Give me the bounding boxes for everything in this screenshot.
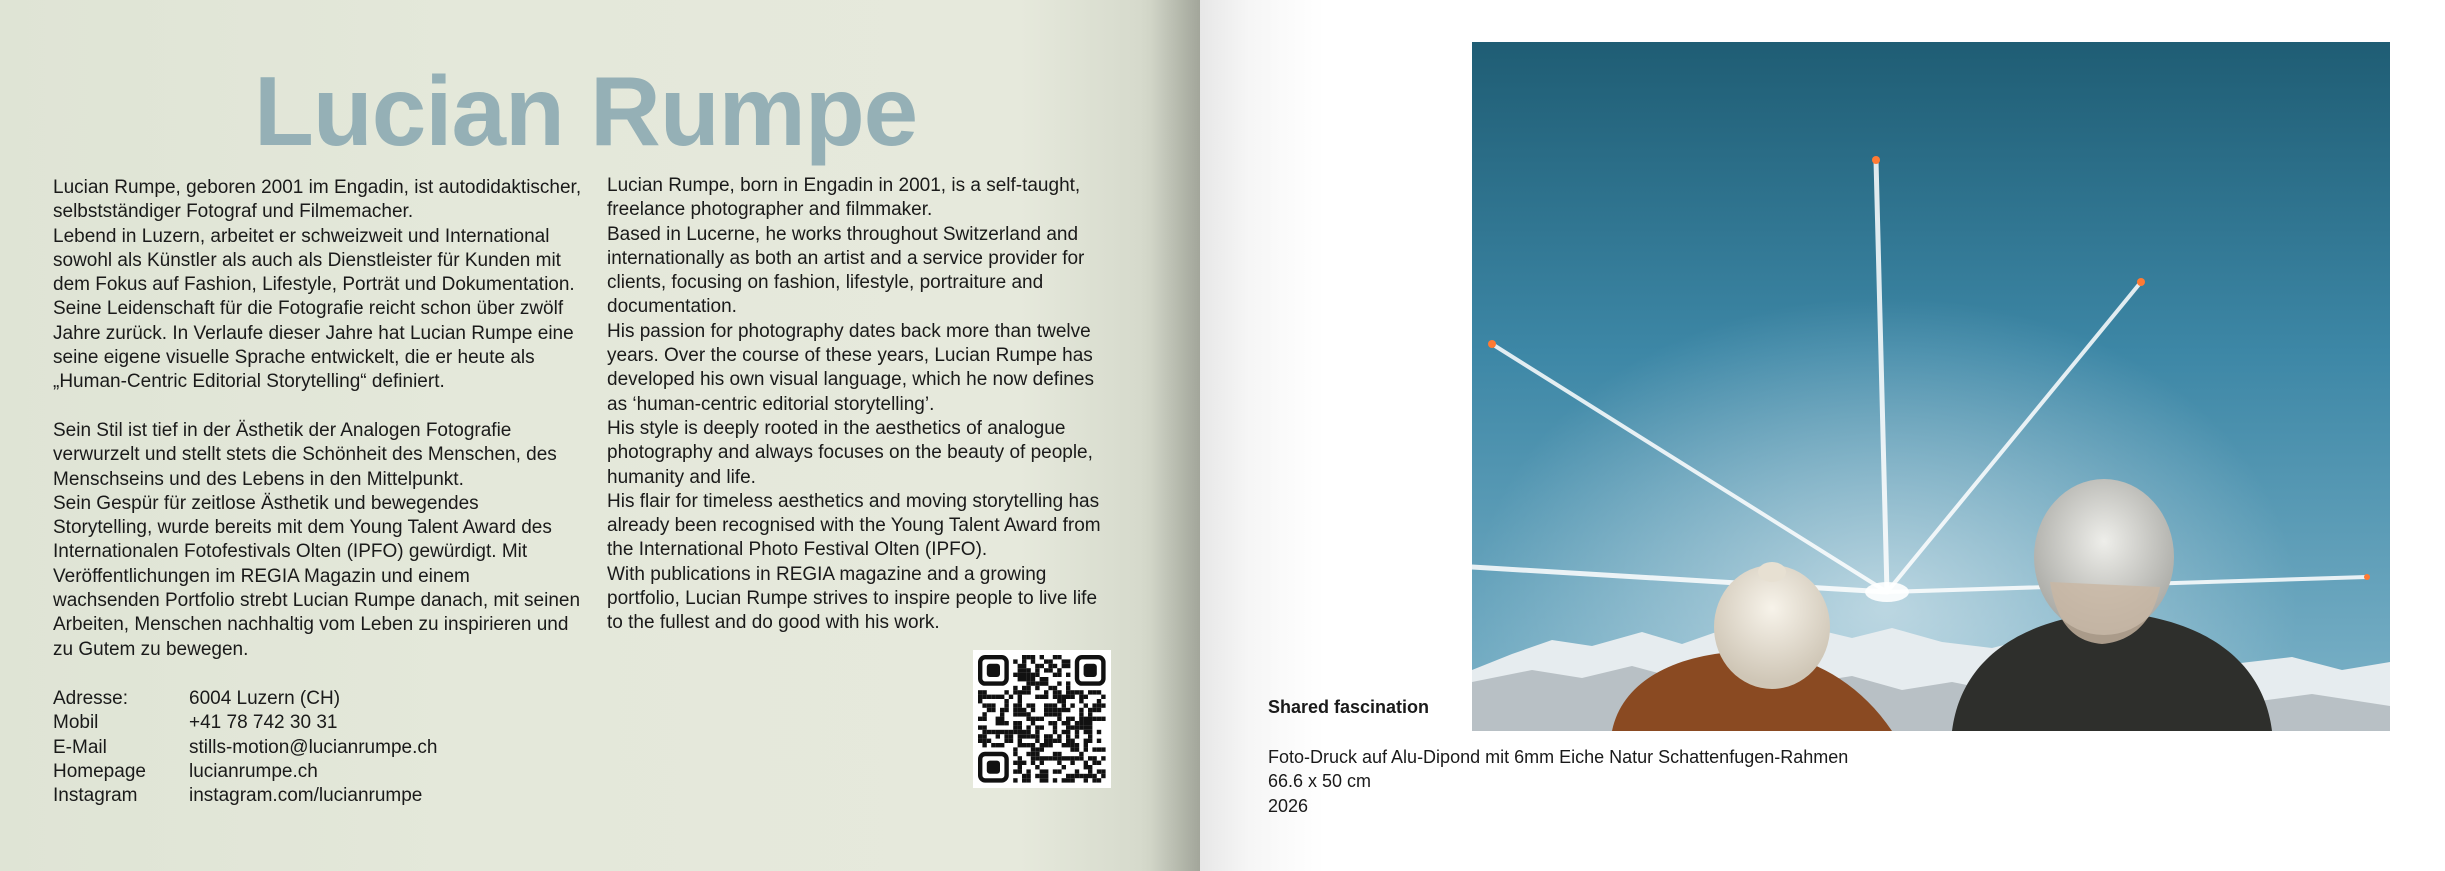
sky-haze: [1472, 42, 2390, 731]
contact-row-address: [53, 687, 437, 711]
contact-label: Instagram: [53, 785, 138, 807]
contact-label: E-Mail: [53, 736, 107, 758]
contact-value: stills-motion@lucianrumpe.ch: [189, 736, 438, 758]
contact-row-instagram: [53, 784, 437, 808]
contact-label: Mobil: [53, 712, 99, 734]
artwork-details: [1268, 745, 1848, 818]
contact-row-homepage: [53, 760, 437, 784]
qr-code-graphic: [973, 650, 1111, 788]
contact-value: lucianrumpe.ch: [189, 760, 318, 782]
artwork-title: Shared fascination: [1268, 697, 1430, 717]
photo-graphic: [1472, 42, 2390, 731]
contact-row-email: [53, 736, 437, 760]
beanie-pompom: [1758, 562, 1786, 582]
artwork-medium: Foto-Druck auf Alu-Dipond mit 6mm Eiche Natur Schattenfugen-Rahmen: [1268, 747, 1849, 767]
contact-label: Homepage: [53, 760, 146, 782]
bio-english: Lucian Rumpe, born in Engadin in 2001, is a self-taught, freelance photographer and filmmaker. Based in Lucerne, he works throughout Switzerland and internationally as both an artist and a service provider for clients, focusing on fashion, lifestyle, portraiture and documentation. His passion for photography dates back more than twelve years. Over the course of these years, Lucian Rumpe has developed his own visual language, which he now defines as ‘human-centric editorial storytelling’. His style is deeply rooted in the aesthetics of analogue photography and always focuses on the beauty of people, humanity and life. His flair for timeless aesthetics and moving storytelling has already been recognised with the Young Talent Award from the International Photo Festival Olten (IPFO). With publications in REGIA magazine and a growing portfolio, Lucian Rumpe strives to inspire people to live life to the fullest and do good with his work.: [607, 175, 1101, 634]
contact-list: [53, 687, 437, 808]
qr-code[interactable]: [973, 650, 1111, 788]
page-title: Lucian Rumpe: [254, 56, 918, 166]
photograph: [1472, 42, 2390, 731]
contact-value: instagram.com/lucianrumpe: [189, 785, 423, 807]
bio-german: Lucian Rumpe, geboren 2001 im Engadin, ist autodidaktischer, selbstständiger Fotograf und Filmemacher. Lebend in Luzern, arbeitet er schweizweit und International sowohl als Künstler als auch als Dienstleister für Kunden mit dem Fokus auf Fashion, Lifestyle, Porträt und Dokumentation. Seine Leidenschaft für die Fotografie reicht schon über zwölf Jahre zurück. In Verlaufe dieser Jahre hat Lucian Rumpe eine seine eigene visuelle Sprache entwickelt, die er heute als „Human-Centric Editorial Storytelling“ definiert. Sein Stil ist tief in der Ästhetik der Analogen Fotografie verwurzelt und stellt stets die Schönheit des Menschen, des Menschseins und des Lebens in den Mittelpunkt. Sein Gespür für zeitlose Ästhetik und bewegendes Storytelling, wurde bereits mit dem Young Talent Award des Internationalen Fotofestivals Olten (IPFO) gewürdigt. Mit Veröffentlichungen im REGIA Magazin und einem wachsenden Portfolio strebt Lucian Rumpe danach, mit seinen Arbeiten, Menschen nachhaltig vom Leben zu inspirieren und zu Gutem zu bewegen.: [53, 177, 582, 660]
contact-row-mobile: [53, 711, 437, 735]
burst: [1865, 582, 1909, 602]
contact-label: Adresse:: [53, 688, 128, 709]
artwork-year: 2026: [1268, 795, 1309, 816]
person-left-beanie: [1714, 565, 1830, 689]
artwork-dimensions: 66.6 x 50 cm: [1268, 771, 1372, 792]
contact-value: +41 78 742 30 31: [189, 712, 338, 734]
left-page: [0, 0, 1200, 871]
contact-value: 6004 Luzern (CH): [189, 688, 341, 709]
